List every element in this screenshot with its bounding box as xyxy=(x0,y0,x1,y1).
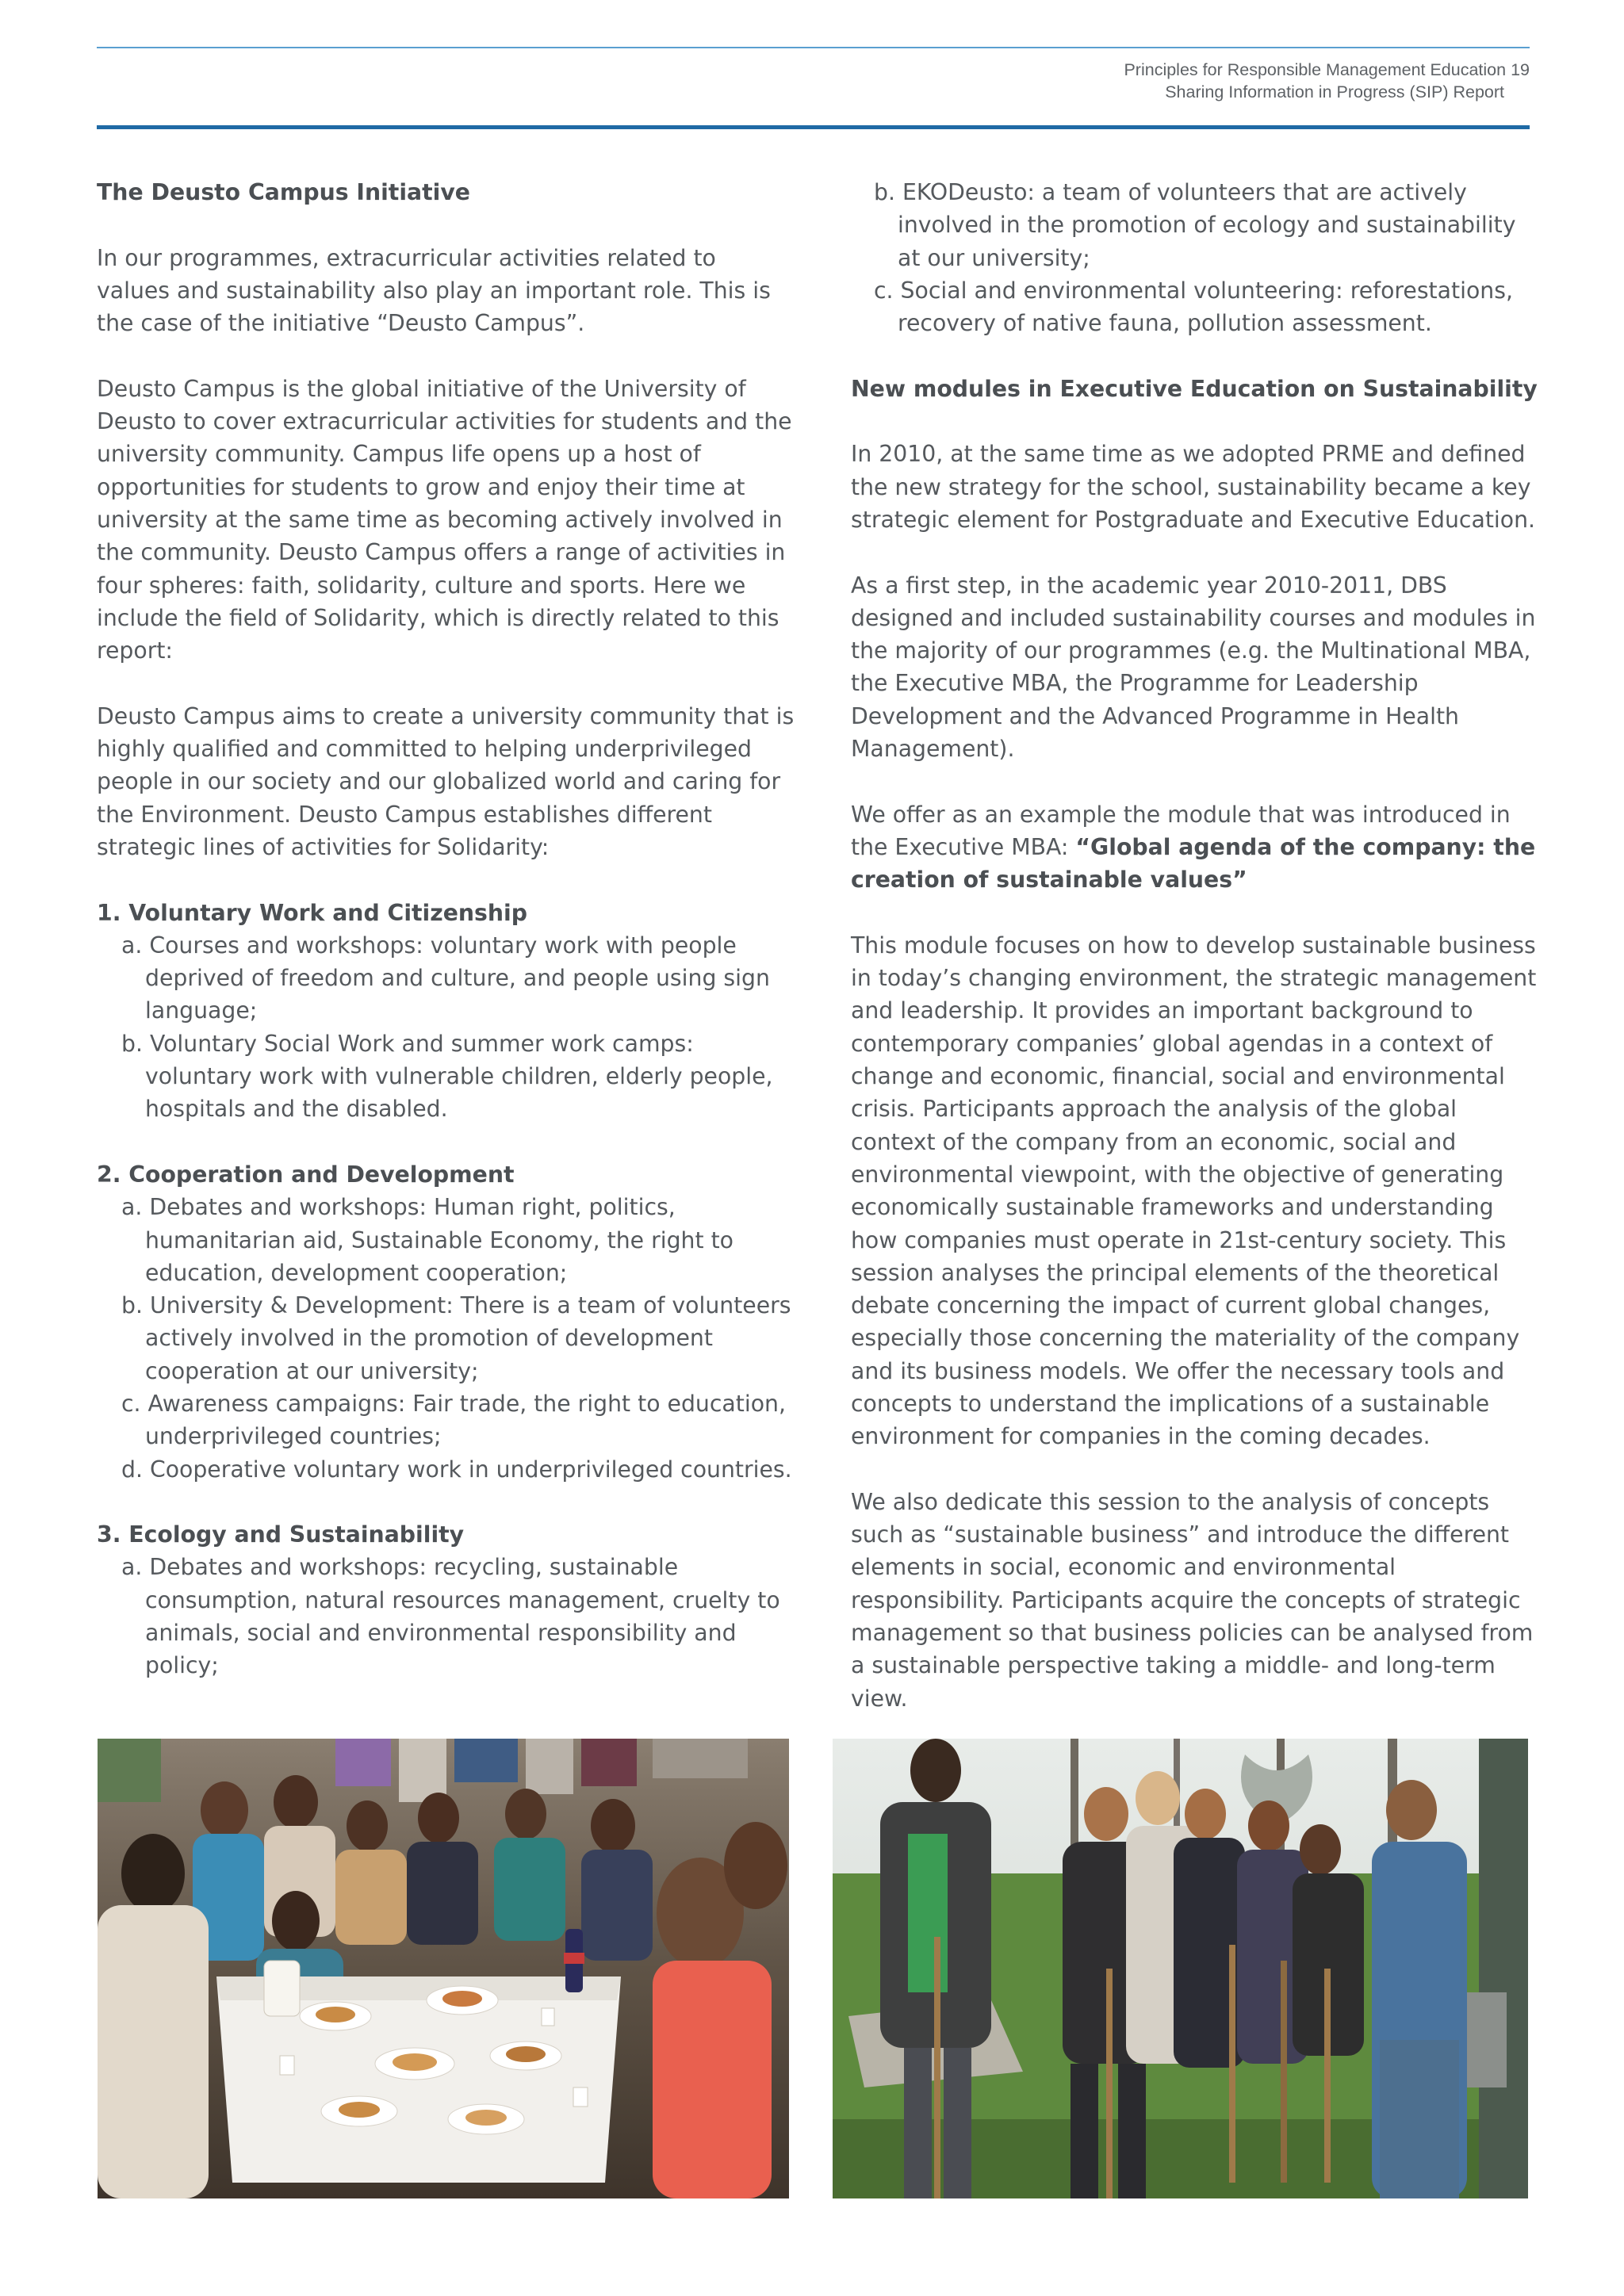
list-item: c. Awareness campaigns: Fair trade, the right to education, underprivileged countries; xyxy=(121,1390,786,1450)
executive-education-heading: New modules in Executive Education on Sustainability xyxy=(851,375,1538,402)
page-header xyxy=(816,59,1530,103)
left-column xyxy=(97,176,795,1715)
list-item: b. EKODeusto: a team of volunteers that are actively involved in the promotion of ecology and sustainability at our university; xyxy=(874,179,1516,271)
paragraph: As a first step, in the academic year 2010-2011, DBS designed and included sustainability courses and modules in the majority of our programmes (e.g. the Multinational MBA, the Executive MBA, the Programme for Leadership Development and the Advanced Programme in Health Management). xyxy=(851,572,1536,763)
list-item: c. Social and environmental volunteering: reforestations, recovery of native fauna, pollution assessment. xyxy=(874,277,1513,337)
ecology-list-continued xyxy=(874,176,1538,339)
module-title: “Global agenda of the company: the creation of sustainable values” xyxy=(851,833,1536,894)
solidarity-list-3 xyxy=(97,1518,795,1682)
header-bottom-rule xyxy=(97,125,1530,129)
paragraph: In our programmes, extracurricular activities related to values and sustainability also play an important role. This is the case of the initiative “Deusto Campus”. xyxy=(97,244,771,337)
list-title: 2. Cooperation and Development xyxy=(97,1161,515,1188)
header-line-1: Principles for Responsible Management Education 19 xyxy=(1124,60,1530,79)
list-item: a. Courses and workshops: voluntary work with people deprived of freedom and culture, and people using sign language; xyxy=(121,932,770,1024)
list-item: a. Debates and workshops: Human right, politics, humanitarian aid, Sustainable Economy, the right to education, development cooperation; xyxy=(121,1194,733,1286)
solidarity-list-2 xyxy=(97,1158,795,1486)
paragraph: Deusto Campus aims to create a university community that is highly qualified and committed to helping underprivileged people in our society and our globalized world and caring for the Environment. Deusto Campus establishes different strategic lines of activities for Solidarity: xyxy=(97,702,795,860)
deusto-campus-heading: The Deusto Campus Initiative xyxy=(97,179,470,205)
header-line-2: Sharing Information in Progress (SIP) Report xyxy=(1165,82,1504,101)
paragraph-intro: We offer as an example the module that was introduced in the Executive MBA: xyxy=(851,801,1511,860)
photo-tree-planting xyxy=(833,1739,1528,2198)
paragraph: We also dedicate this session to the analysis of concepts such as “sustainable business” and introduce the different elements in social, economic and environmental responsibility. Participants acquire the concepts of strategic management so that business policies can be analysed from a sustainable perspective taking a middle- and long-term view. xyxy=(851,1488,1534,1712)
solidarity-list-1 xyxy=(97,897,795,1126)
right-column xyxy=(851,176,1538,1747)
list-item: b. Voluntary Social Work and summer work camps: voluntary work with vulnerable children, elderly people, hospitals and the disabled. xyxy=(121,1030,773,1123)
paragraph: In 2010, at the same time as we adopted PRME and defined the new strategy for the school, sustainability became a key strategic element for Postgraduate and Executive Education. xyxy=(851,441,1536,533)
paragraph xyxy=(851,798,1538,897)
header-top-rule xyxy=(97,47,1530,48)
list-title: 3. Ecology and Sustainability xyxy=(97,1521,465,1548)
paragraph: Deusto Campus is the global initiative of the University of Deusto to cover extracurricular activities for students and the university community. Campus life opens up a host of opportunities for students to grow and enjoy their time at university at the same time as becoming actively involved in the community. Deusto Campus offers a range of activities in four spheres: faith, solidarity, culture and sports. Here we include the field of Solidarity, which is directly related to this report: xyxy=(97,375,792,664)
list-item: b. University & Development: There is a team of volunteers actively involved in the promotion of development cooperation at our university; xyxy=(121,1292,791,1384)
list-item: d. Cooperative voluntary work in underprivileged countries. xyxy=(121,1456,792,1483)
paragraph: This module focuses on how to develop sustainable business in today’s changing environment, the strategic management and leadership. It provides an important background to contemporary companies’ global agendas in a context of change and economic, financial, social and environmental crisis. Participants approach the analysis of the global context of the company from an economic, social and environmental viewpoint, with the objective of generating economically sustainable frameworks and understanding how companies must operate in 21st-century society. This session analyses the principal elements of the theoretical debate concerning the impact of current global changes, especially those concerning the materiality of the company and its business models. We offer the necessary tools and concepts to understand the implications of a sustainable environment for companies in the coming decades. xyxy=(851,932,1537,1450)
list-title: 1. Voluntary Work and Citizenship xyxy=(97,899,528,926)
list-item: a. Debates and workshops: recycling, sustainable consumption, natural resources management, cruelty to animals, social and environmental responsibility and policy; xyxy=(121,1554,780,1679)
photo-group-meal xyxy=(98,1739,789,2198)
